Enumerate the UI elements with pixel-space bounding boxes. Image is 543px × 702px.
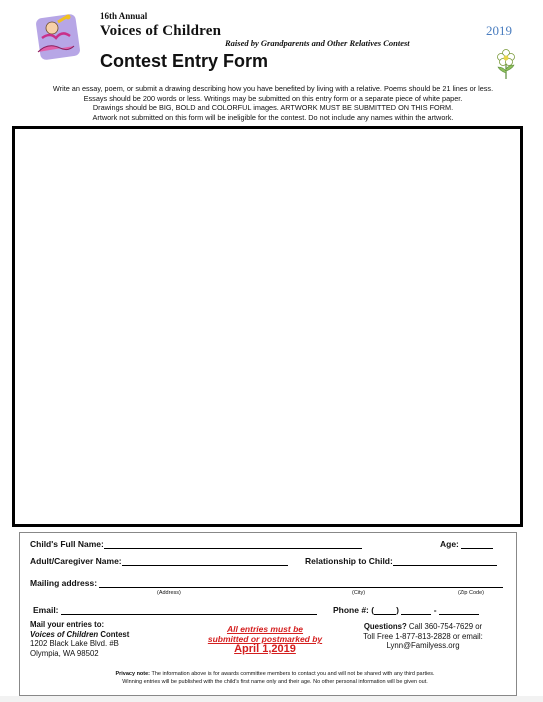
artwork-drawing-area[interactable]: [12, 126, 523, 527]
child-name-label: Child's Full Name:: [30, 539, 104, 549]
caregiver-row: [30, 556, 288, 566]
mail-to-block: [30, 620, 129, 658]
phone-row: [333, 605, 479, 615]
mailing-field[interactable]: [99, 578, 503, 588]
caregiver-label: Adult/Caregiver Name:: [30, 556, 122, 566]
instruction-line: Drawings should be BIG, BOLD and COLORFUL images. ARTWORK MUST BE SUBMITTED ON THIS FORM.: [92, 103, 454, 112]
zip-hint: (Zip Code): [458, 590, 484, 596]
email-row: [33, 605, 317, 615]
form-title: Contest Entry Form: [100, 51, 269, 71]
privacy-text2: Winning entries will be published with the child's first name only and their age. No other personal information will be given out.: [122, 679, 428, 685]
privacy-label: Privacy note:: [115, 671, 151, 677]
instructions: [20, 84, 526, 122]
child-name-field[interactable]: [104, 539, 362, 549]
deadline-line2: submitted or postmarked by: [207, 634, 323, 644]
email-field[interactable]: [61, 605, 317, 615]
phone-paren: ): [396, 605, 399, 615]
mailing-row: [30, 578, 503, 588]
mail-street: 1202 Black Lake Blvd. #B: [30, 639, 119, 648]
address-hint: (Address): [157, 590, 181, 596]
questions-phone: Call 360-754-7629 or: [408, 622, 483, 631]
questions-label: Questions?: [363, 622, 407, 631]
questions-tollfree: Toll Free 1-877-813-2828 or email:: [363, 631, 483, 641]
mail-org-suffix: Contest: [100, 629, 130, 639]
child-hands-icon: [28, 8, 86, 66]
phone-line-field[interactable]: [439, 605, 479, 615]
email-label: Email:: [33, 605, 59, 615]
privacy-text1: The information above is for awards committee members to contact you and will not be shared with any third parties.: [151, 671, 435, 677]
phone-prefix-field[interactable]: [401, 605, 431, 615]
page-bottom-edge: [0, 696, 543, 702]
annual-label: 16th Annual: [100, 11, 148, 21]
phone-dash: -: [433, 605, 437, 615]
phone-area-field[interactable]: [374, 605, 396, 615]
city-hint: (City): [352, 590, 366, 596]
mail-city: Olympia, WA 98502: [30, 648, 99, 658]
flower-icon: [494, 47, 518, 81]
age-field[interactable]: [461, 539, 493, 549]
contest-tagline: Raised by Grandparents and Other Relatives Contest: [225, 38, 410, 48]
instruction-line: Essays should be 200 words or less. Writings may be submitted on this entry form or a separate piece of white paper.: [83, 93, 463, 103]
mail-to-label: Mail your entries to:: [30, 620, 105, 629]
contest-name: Voices of Children: [100, 23, 222, 39]
caregiver-field[interactable]: [122, 556, 288, 566]
mail-org-name: Voices of Children: [30, 629, 99, 639]
year-label: 2019: [486, 23, 512, 38]
instruction-line: Artwork not submitted on this form will be ineligible for the contest. Do not include any names within the artwork.: [92, 112, 454, 122]
relationship-field[interactable]: [393, 556, 497, 566]
instruction-line: Write an essay, poem, or submit a drawing describing how you have benefited by living with a relative. Poems should be 21 lines or less.: [52, 84, 494, 93]
age-row: [440, 539, 493, 549]
deadline-line1: All entries must be: [226, 624, 304, 634]
phone-label: Phone #: (: [333, 605, 375, 615]
privacy-note: [40, 670, 510, 686]
child-name-row: [30, 539, 362, 549]
deadline-notice: [190, 624, 340, 654]
questions-block: [338, 622, 508, 651]
questions-email[interactable]: Lynn@Familyess.org: [386, 641, 460, 650]
deadline-date: April 1,2019: [234, 643, 296, 655]
relationship-row: [305, 556, 497, 566]
relationship-label: Relationship to Child:: [305, 556, 393, 566]
mailing-label: Mailing address:: [30, 578, 98, 588]
age-label: Age:: [440, 539, 459, 549]
